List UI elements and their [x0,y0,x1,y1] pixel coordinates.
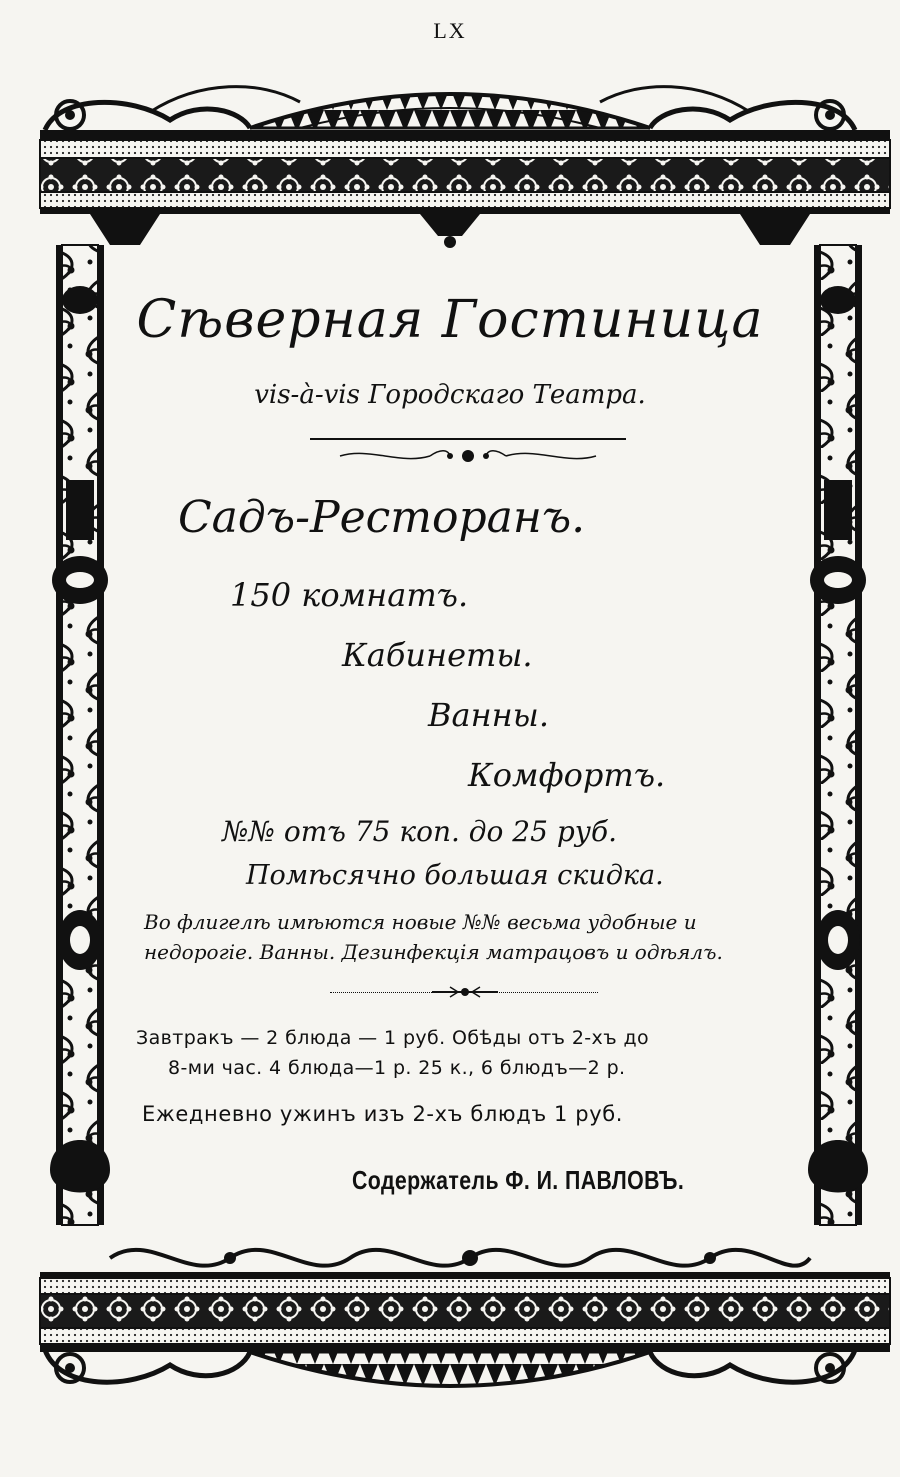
cabinets-text: Кабинеты. [342,636,533,674]
wing-text-line1: Во флигелѣ имѣются новые №№ весьма удобные и [144,910,697,934]
prices-text: №№ отъ 75 коп. до 25 руб. [222,815,617,848]
meals-text-line1: Завтракъ — 2 блюда — 1 руб. Обѣды отъ 2-хъ до [136,1027,650,1049]
wing-text-line2: недорогiе. Ванны. Дезинфекцiя матрацовъ и одѣялъ. [144,940,723,964]
meals-text-line2: 8-ми час. 4 блюда—1 р. 25 к., 6 блюдъ—2 р. [168,1057,626,1079]
hotel-subtitle: vis-à-vis Городскаго Театра. [254,380,646,410]
owner-text: Содержатель Ф. И. ПАВЛОВЪ. [352,1165,685,1195]
advertisement [130,270,770,1250]
hotel-title: Сѣверная Гостиница [136,290,764,350]
rooms-text: 150 комнатъ. [230,576,469,614]
comfort-text: Комфортъ. [468,756,666,794]
page-number: LX [433,18,467,43]
daily-supper-text: Ежедневно ужинъ изъ 2-хъ блюдъ 1 руб. [142,1102,624,1126]
divider-ornament-icon [330,445,606,467]
restaurant-heading: Садъ-Ресторанъ. [178,492,586,543]
divider-line [310,438,626,440]
small-divider-ornament-icon [430,984,500,1000]
baths-text: Ванны. [428,696,549,734]
monthly-discount-text: Помѣсячно большая скидка. [246,860,664,891]
